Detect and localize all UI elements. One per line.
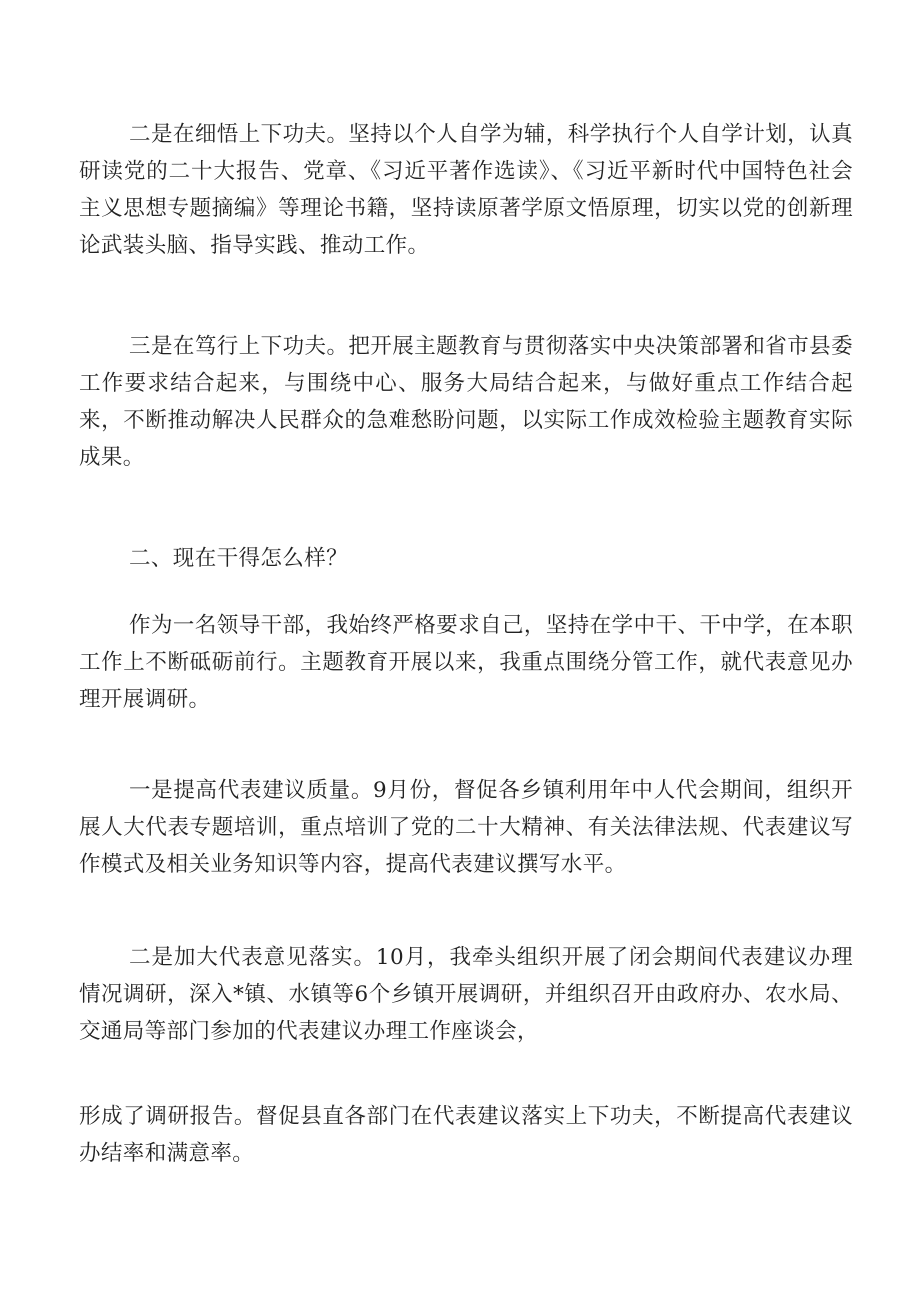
paragraph-practice: 三是在笃行上下功夫。把开展主题教育与贯彻落实中央决策部署和省市县委工作要求结合起来，与围绕中心、服务大局结合起来，与做好重点工作结合起来，不断推动解决人民群众的急难愁盼问题，以实际工作成效检验主题教育实际成果。 — [79, 334, 853, 470]
paragraph-report-followup: 形成了调研报告。督促县直各部门在代表建议落实上下功夫，不断提高代表建议办结率和满意率。 — [79, 1104, 853, 1166]
paragraph-improve-quality: 一是提高代表建议质量。9月份，督促各乡镇利用年中人代会期间，组织开展人大代表专题培训，重点培训了党的二十大精神、有关法律法规、代表建议写作模式及相关业务知识等内容，提高代表建议撰写水平。 — [79, 778, 853, 877]
paragraph-study-deepen: 二是在细悟上下功夫。坚持以个人自学为辅，科学执行个人自学计划，认真研读党的二十大报告、党章、《习近平著作选读》、《习近平新时代中国特色社会主义思想专题摘编》等理论书籍，坚持读原著学原文悟原理，切实以党的创新理论武装头脑、指导实践、推动工作。 — [79, 122, 853, 258]
paragraph-leader-intro: 作为一名领导干部，我始终严格要求自己，坚持在学中干、干中学，在本职工作上不断砥砺前行。主题教育开展以来，我重点围绕分管工作，就代表意见办理开展调研。 — [79, 613, 853, 712]
paragraph-implementation: 二是加大代表意见落实。10月，我牵头组织开展了闭会期间代表建议办理情况调研，深入*镇、水镇等6个乡镇开展调研，并组织召开由政府办、农水局、交通局等部门参加的代表建议办理工作座谈会， — [79, 945, 853, 1044]
section-heading: 二、现在干得怎么样？ — [129, 546, 349, 571]
